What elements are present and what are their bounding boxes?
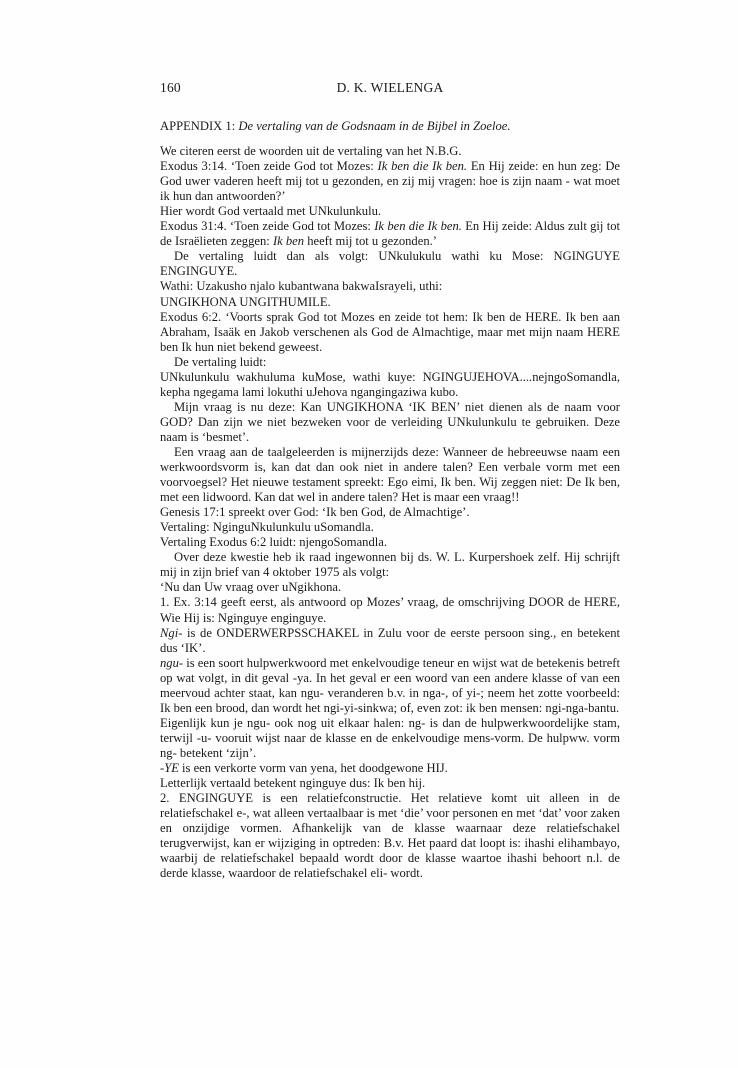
paragraph: Hier wordt God vertaald met UNkulunkulu. bbox=[160, 204, 382, 219]
paragraph: Exodus 6:2. ‘Voorts sprak God tot Mozes en zeide tot hem: Ik ben de HERE. Ik ben aan Abraham, Isaäk en Jakob verschenen als God de Almachtige, maar met mijn naam HERE ben Ik hun niet bekend geweest. bbox=[160, 309, 620, 354]
paragraph bbox=[160, 219, 620, 249]
paragraph-text: En Hij zeide: en hun zeg: De God uwer vaderen heeft mij tot u gezonden, en zij mij vragen: hoe is zijn naam - wat moet ik hun dan antwoorden?’ bbox=[160, 159, 621, 204]
paragraph: Over deze kwestie heb ik raad ingewonnen bij ds. W. L. Kurpershoek zelf. Hij schrijft mij in zijn brief van 4 oktober 1975 als volgt: bbox=[160, 550, 620, 580]
paragraph: UNkulunkulu wakhuluma kuMose, wathi kuye: NGINGUJEHOVA....nejngoSomandla, kepha ngegama lami lokuthi uJehova ngangingaziwa kubo. bbox=[160, 369, 620, 399]
paragraph: 1. Ex. 3:14 geeft eerst, als antwoord op Mozes’ vraag, de omschrijving DOOR de HERE, Wie Hij is: Nginguye enginguye. bbox=[160, 595, 620, 625]
paragraph bbox=[160, 626, 620, 656]
paragraph: We citeren eerst de woorden uit de vertaling van het N.B.G. bbox=[160, 144, 462, 159]
paragraph: Eigenlijk kun je ngu- ook nog uit elkaar halen: ng- is dan de hulpwerkwoordelijke stam, terwijl -u- vooruit wijst naar de klasse en de enkelvoudige mens-vorm. De hulpww. vorm ng- betekent ‘zijn’. bbox=[160, 715, 620, 760]
paragraph-text: is een verkorte vorm van yena, het doodgewone HIJ. bbox=[178, 760, 448, 775]
paragraph-text: is een soort hulpwerkwoord met enkelvoudige teneur en wijst wat de betekenis betreft op wat volgt, in dit geval -ya. In het geval er een woord van een andere klasse of van een meervoud achter staat, kan ngu- veranderen b.v. in nga-, of yi-; neem het zotte voorbeeld: Ik ben een brood, dan wordt het ngi-yi-sinkwa; of, even zot: ik ben mensen: ngi-nga-bantu. bbox=[160, 655, 620, 715]
paragraph: Een vraag aan de taalgeleerden is mijnerzijds deze: Wanneer de hebreeuwse naam een werkwoordsvorm is, kan dat dan ook niet in andere talen? Een verbale vorm met een voorvoegsel? Het nieuwe testament spreekt: Ego eimi, Ik ben. Wij zeggen niet: De Ik ben, met een lidwoord. Kan dat wel in andere talen? Het is maar een vraag!! bbox=[160, 444, 620, 505]
body-text bbox=[160, 119, 620, 881]
page-number: 160 bbox=[160, 80, 181, 95]
paragraph: De vertaling luidt dan als volgt: UNkulukulu wathi ku Mose: NGINGUYE ENGINGUYE. bbox=[160, 249, 620, 279]
paragraph: Genesis 17:1 spreekt over God: ‘Ik ben God, de Almachtige’. bbox=[160, 505, 470, 520]
paragraph: De vertaling luidt: bbox=[174, 354, 267, 369]
appendix-title bbox=[160, 119, 620, 134]
paragraph: Vertaling Exodus 6:2 luidt: njengoSomandla. bbox=[160, 535, 388, 550]
paragraph: ‘Nu dan Uw vraag over uNgikhona. bbox=[160, 580, 342, 595]
paragraph-text: En Hij zeide: Aldus zult gij tot de Israëlieten zeggen: bbox=[160, 219, 621, 249]
term-italic: Ngi- bbox=[160, 625, 183, 640]
appendix-label: APPENDIX 1: bbox=[160, 119, 239, 133]
paragraph: Wathi: Uzakusho njalo kubantwana bakwaIsrayeli, uthi: bbox=[160, 279, 443, 294]
paragraph-text: Exodus 3:14. ‘Toen zeide God tot Mozes: bbox=[160, 159, 378, 174]
paragraph-text: Exodus 31:4. ‘Toen zeide God tot Mozes: bbox=[160, 219, 375, 234]
paragraph: Letterlijk vertaald betekent nginguye dus: Ik ben hij. bbox=[160, 776, 426, 791]
quote-italic: Ik ben die Ik ben. bbox=[374, 219, 462, 234]
running-head-author: D. K. WIELENGA bbox=[336, 80, 444, 95]
paragraph bbox=[160, 159, 620, 204]
term-italic: -YE bbox=[160, 760, 179, 775]
appendix-subtitle: De vertaling van de Godsnaam in de Bijbel in Zoeloe. bbox=[238, 119, 511, 133]
paragraph-text: heeft mij tot u gezonden.’ bbox=[304, 234, 437, 249]
paragraph: Vertaling: NginguNkulunkulu uSomandla. bbox=[160, 520, 374, 535]
term-italic: ngu- bbox=[160, 655, 184, 670]
quote-italic: Ik ben bbox=[272, 234, 305, 249]
paragraph: UNGIKHONA UNGITHUMILE. bbox=[160, 294, 331, 309]
paragraph bbox=[160, 761, 620, 776]
paragraph bbox=[160, 656, 620, 716]
quote-italic: Ik ben die Ik ben. bbox=[377, 159, 468, 174]
paragraph: Mijn vraag is nu deze: Kan UNGIKHONA ‘IK BEN’ niet dienen als de naam voor GOD? Dan zijn we niet bezweken voor de verleiding UNkulunkulu te gebruiken. Deze naam is ‘besmet’. bbox=[160, 399, 620, 444]
paragraph-text: is de ONDERWERPSSCHAKEL in Zulu voor de eerste persoon sing., en betekent dus ‘IK’. bbox=[160, 625, 620, 655]
paragraph: 2. ENGINGUYE is een relatiefconstructie. Het relatieve komt uit alleen in de relatiefschakel e-, wat alleen vertaalbaar is met ‘die’ voor personen en met ‘dat’ voor zaken en onzijdige vormen. Afhankelijk van de klasse waarnaar deze relatiefschakel terugverwijst, kan er wijziging in optreden: B.v. Het paard dat loopt is: ihashi elihambayo, waarbij de relatiefschakel bepaald wordt door de klasse waartoe ihashi behoort n.l. de derde klasse, waardoor de relatiefschakel eli- wordt. bbox=[160, 791, 620, 881]
